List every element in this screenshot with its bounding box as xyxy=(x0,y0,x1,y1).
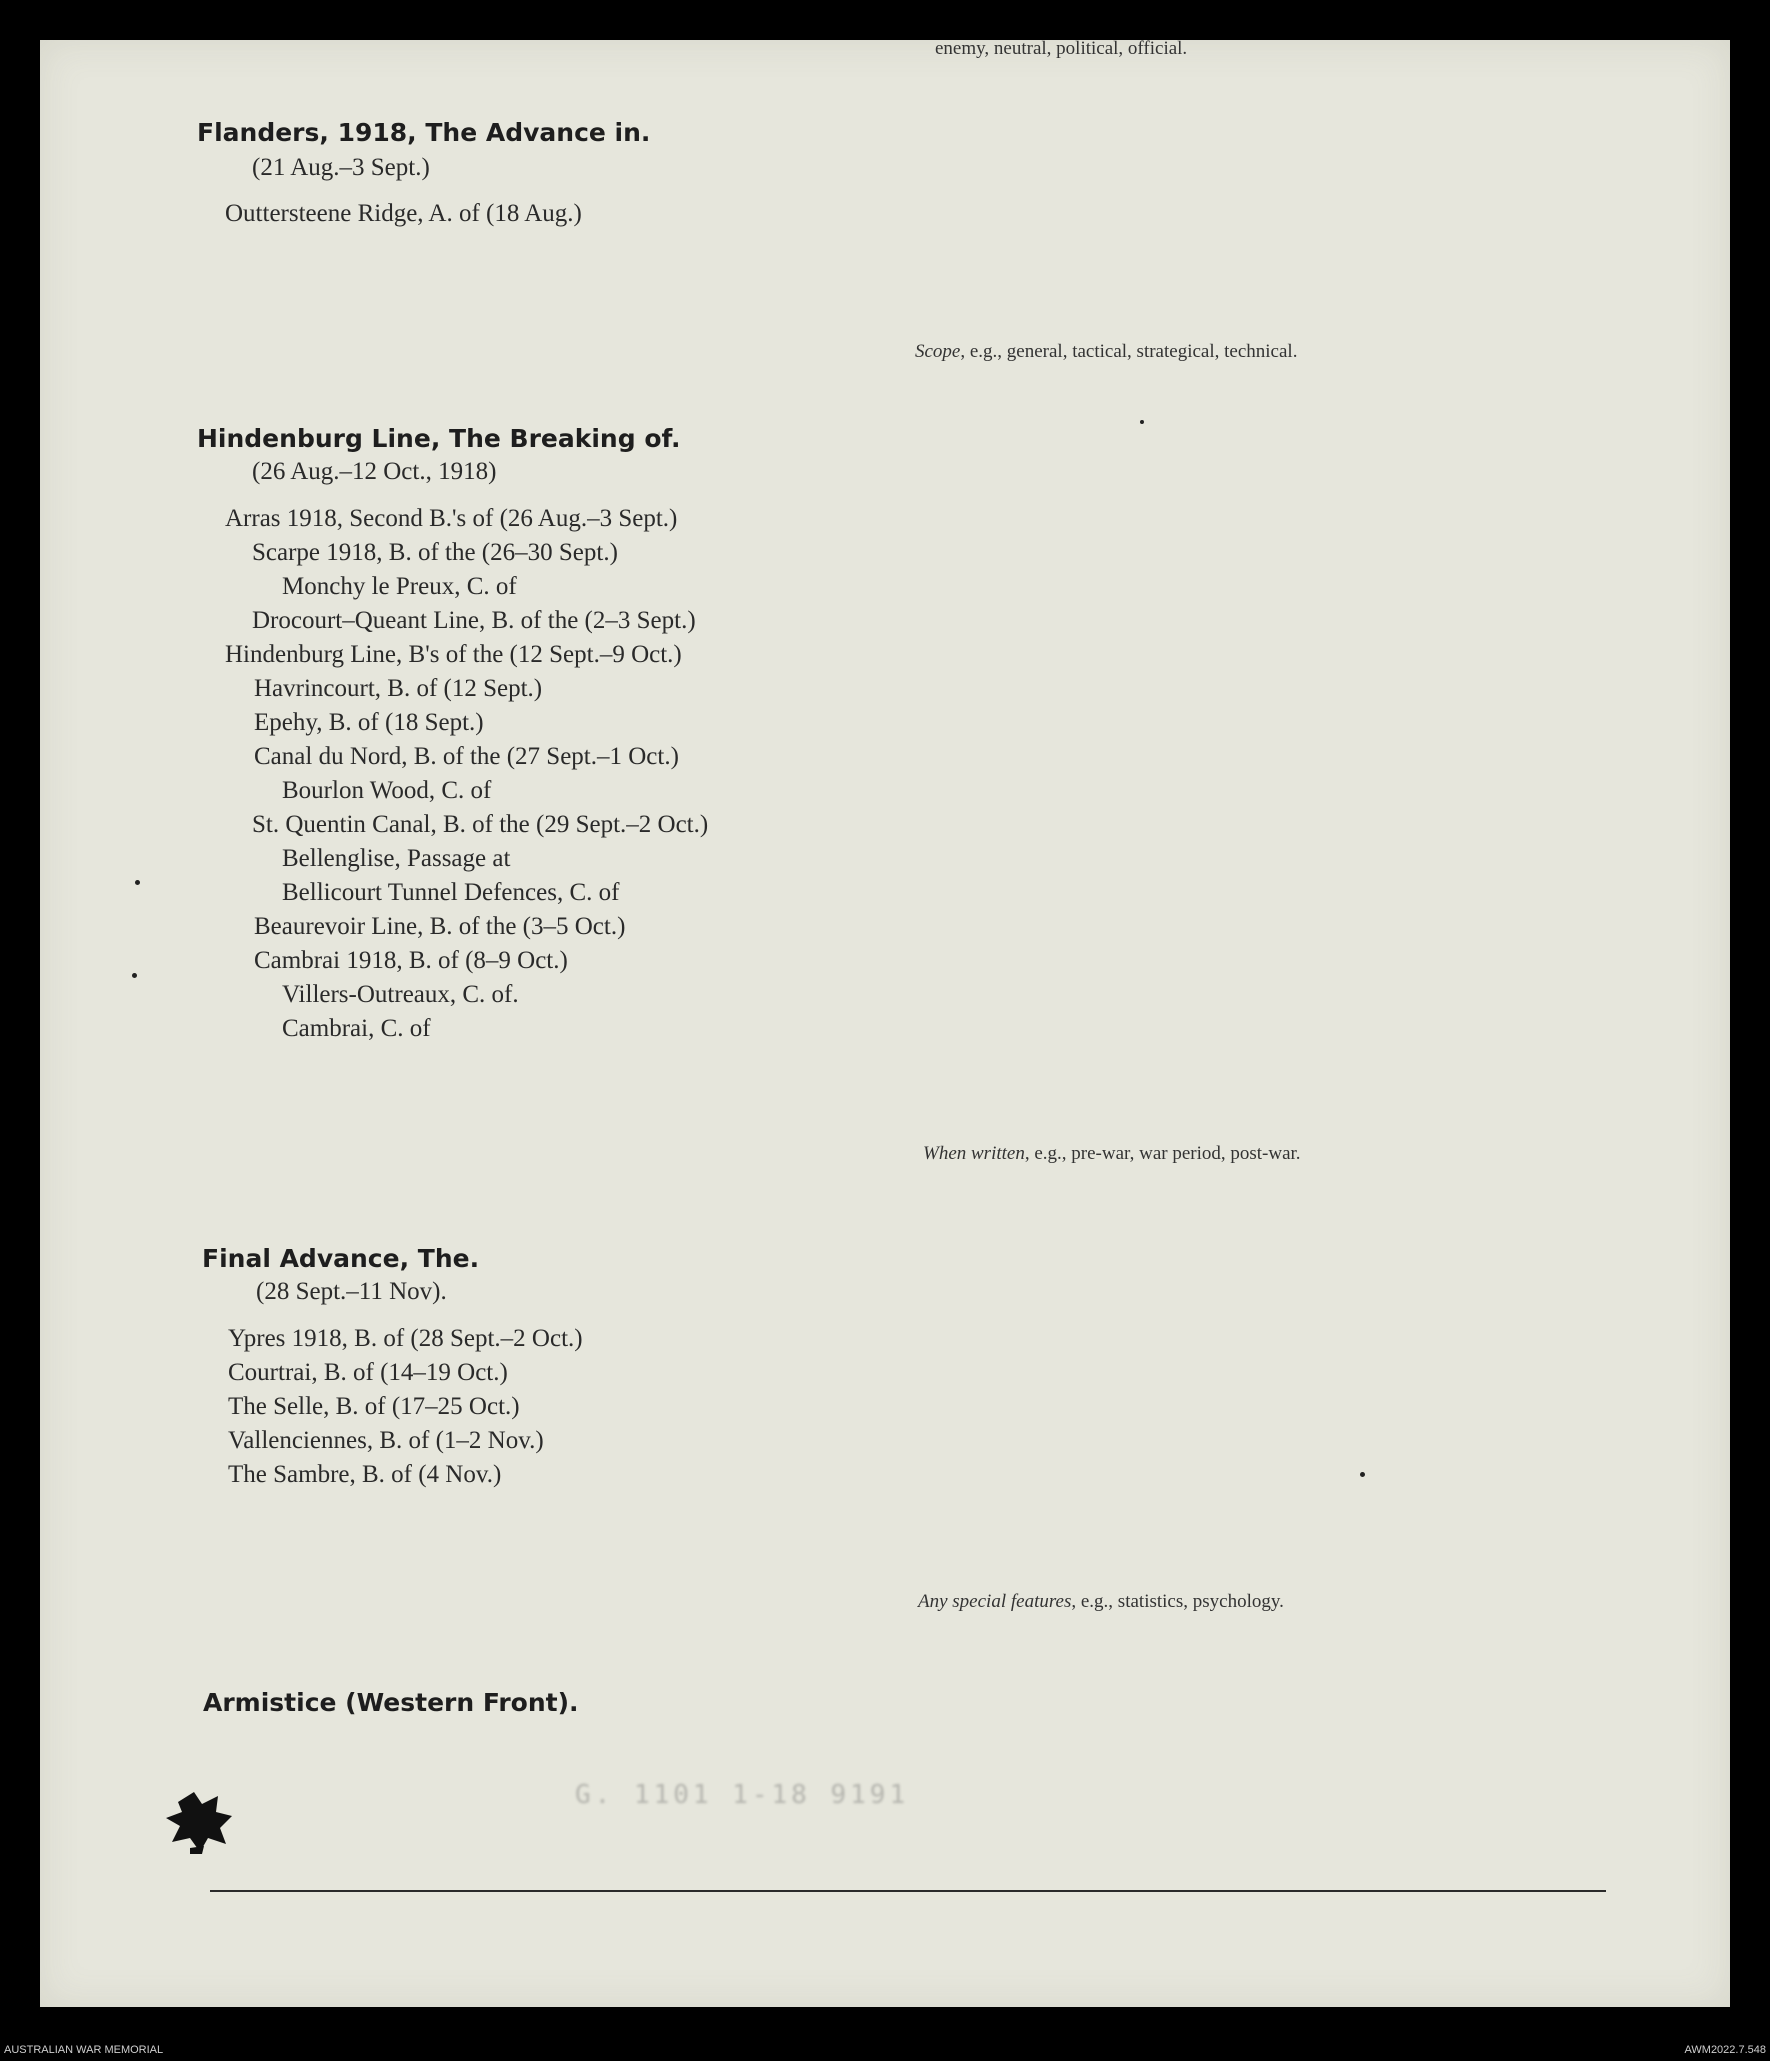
item-hindenburg-14: Villers-Outreaux, C. of. xyxy=(282,981,519,1008)
item-hindenburg-8: Bourlon Wood, C. of xyxy=(282,777,492,804)
note-when-rest: , e.g., pre-war, war period, post-war. xyxy=(1024,1143,1301,1164)
note-special-features xyxy=(918,1591,1284,1613)
bottom-rule xyxy=(210,1890,1606,1892)
note-special-label: Any special features xyxy=(918,1591,1072,1612)
note-special-rest: , e.g., statistics, psychology. xyxy=(1071,1591,1284,1612)
top-note: enemy, neutral, political, official. xyxy=(935,38,1188,59)
item-hindenburg-1: Scarpe 1918, B. of the (26–30 Sept.) xyxy=(252,539,618,566)
item-hindenburg-9: St. Quentin Canal, B. of the (29 Sept.–2 Oct.) xyxy=(252,811,709,838)
footer-right: AWM2022.7.548 xyxy=(1684,2044,1766,2056)
note-scope xyxy=(915,341,1297,363)
item-hindenburg-7: Canal du Nord, B. of the (27 Sept.–1 Oct.) xyxy=(254,743,679,770)
item-final-3: Vallenciennes, B. of (1–2 Nov.) xyxy=(228,1427,544,1454)
speck xyxy=(132,973,137,978)
item-hindenburg-0: Arras 1918, Second B.'s of (26 Aug.–3 Sept.) xyxy=(225,505,678,532)
speck xyxy=(1140,420,1144,424)
item-hindenburg-6: Epehy, B. of (18 Sept.) xyxy=(254,709,484,736)
item-hindenburg-12: Beaurevoir Line, B. of the (3–5 Oct.) xyxy=(254,913,626,940)
item-final-0: Ypres 1918, B. of (28 Sept.–2 Oct.) xyxy=(228,1325,583,1352)
item-hindenburg-11: Bellicourt Tunnel Defences, C. of xyxy=(282,879,620,906)
item-hindenburg-4: Hindenburg Line, B's of the (12 Sept.–9 Oct.) xyxy=(225,641,682,668)
paper-tear-icon xyxy=(160,1782,250,1857)
item-hindenburg-2: Monchy le Preux, C. of xyxy=(282,573,517,600)
dates-final-advance: (28 Sept.–11 Nov). xyxy=(256,1278,447,1305)
speck xyxy=(135,880,140,885)
heading-final-advance: Final Advance, The. xyxy=(202,1244,480,1273)
dates-hindenburg: (26 Aug.–12 Oct., 1918) xyxy=(252,458,497,485)
heading-hindenburg: Hindenburg Line, The Breaking of. xyxy=(197,424,681,453)
item-final-2: The Selle, B. of (17–25 Oct.) xyxy=(228,1393,520,1420)
footer-left: AUSTRALIAN WAR MEMORIAL xyxy=(4,2044,164,2056)
faded-stamp: G. 1101 1-18 9191 xyxy=(575,1780,910,1810)
note-scope-label: Scope xyxy=(915,341,961,362)
item-hindenburg-10: Bellenglise, Passage at xyxy=(282,845,511,872)
item-hindenburg-3: Drocourt–Queant Line, B. of the (2–3 Sept.) xyxy=(252,607,696,634)
item-hindenburg-5: Havrincourt, B. of (12 Sept.) xyxy=(254,675,543,702)
speck xyxy=(1360,1472,1365,1477)
item-hindenburg-15: Cambrai, C. of xyxy=(282,1015,431,1042)
note-when-label: When written xyxy=(923,1143,1025,1164)
dates-flanders: (21 Aug.–3 Sept.) xyxy=(252,154,430,181)
item-hindenburg-13: Cambrai 1918, B. of (8–9 Oct.) xyxy=(254,947,568,974)
item-final-1: Courtrai, B. of (14–19 Oct.) xyxy=(228,1359,508,1386)
note-when-written xyxy=(923,1143,1301,1165)
item-flanders-0: Outtersteene Ridge, A. of (18 Aug.) xyxy=(225,200,582,227)
item-final-4: The Sambre, B. of (4 Nov.) xyxy=(228,1461,502,1488)
heading-flanders: Flanders, 1918, The Advance in. xyxy=(197,118,651,147)
note-scope-rest: , e.g., general, tactical, strategical, technical. xyxy=(960,341,1298,362)
heading-armistice: Armistice (Western Front). xyxy=(203,1688,579,1717)
